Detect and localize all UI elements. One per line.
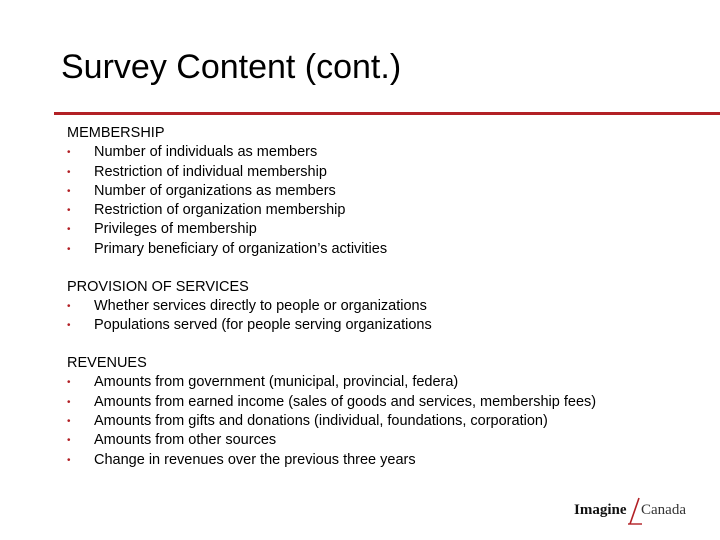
bullet-icon: • bbox=[67, 435, 71, 447]
imagine-canada-logo bbox=[573, 497, 693, 527]
list-item-text: Populations served (for people serving organizations bbox=[94, 317, 432, 334]
list-item-text: Primary beneficiary of organization’s activities bbox=[94, 240, 388, 257]
list-item-text: Privileges of membership bbox=[94, 221, 257, 238]
list-item bbox=[67, 220, 707, 239]
list-item-text: Amounts from government (municipal, provincial, federa) bbox=[94, 374, 459, 391]
list-item bbox=[67, 373, 707, 392]
section-membership bbox=[67, 124, 707, 259]
list-item bbox=[67, 297, 707, 316]
list-item-text: Restriction of individual membership bbox=[94, 163, 327, 180]
list-item-text: Amounts from other sources bbox=[94, 432, 277, 449]
list-item-text: Change in revenues over the previous three years bbox=[94, 451, 416, 468]
list-item bbox=[67, 316, 707, 335]
bullet-list bbox=[67, 373, 707, 469]
bullet-icon: • bbox=[67, 224, 71, 236]
list-item-text: Restriction of organization membership bbox=[94, 202, 346, 219]
slide-title: Survey Content (cont.) bbox=[61, 48, 402, 86]
bullet-icon: • bbox=[67, 454, 71, 466]
bullet-icon: • bbox=[67, 300, 71, 312]
list-item bbox=[67, 431, 707, 450]
list-item-text: Number of organizations as members bbox=[94, 182, 336, 199]
bullet-icon: • bbox=[67, 416, 71, 428]
title-divider bbox=[54, 112, 720, 115]
section-heading: PROVISION OF SERVICES bbox=[67, 278, 249, 295]
bullet-icon: • bbox=[67, 320, 71, 332]
bullet-icon: • bbox=[67, 205, 71, 217]
section-provision-of-services bbox=[67, 278, 707, 336]
bullet-icon: • bbox=[67, 377, 71, 389]
bullet-icon: • bbox=[67, 243, 71, 255]
list-item-text: Amounts from earned income (sales of goods and services, membership fees) bbox=[94, 393, 597, 410]
bullet-list bbox=[67, 297, 707, 336]
slide-content bbox=[67, 124, 707, 489]
list-item bbox=[67, 143, 707, 162]
bullet-icon: • bbox=[67, 166, 71, 178]
bullet-list bbox=[67, 143, 707, 259]
list-item bbox=[67, 451, 707, 470]
list-item bbox=[67, 163, 707, 182]
list-item-text: Amounts from gifts and donations (individual, foundations, corporation) bbox=[94, 413, 548, 430]
section-heading: MEMBERSHIP bbox=[67, 125, 165, 141]
list-item-text: Whether services directly to people or organizations bbox=[94, 297, 427, 314]
list-item bbox=[67, 182, 707, 201]
list-item bbox=[67, 201, 707, 220]
list-item bbox=[67, 240, 707, 259]
bullet-icon: • bbox=[67, 147, 71, 159]
section-heading: REVENUES bbox=[67, 355, 147, 372]
section-revenues bbox=[67, 354, 707, 470]
logo-text-canada: Canada bbox=[641, 502, 686, 518]
bullet-icon: • bbox=[67, 396, 71, 408]
list-item-text: Number of individuals as members bbox=[94, 144, 318, 161]
list-item bbox=[67, 412, 707, 431]
list-item bbox=[67, 393, 707, 412]
logo-text-imagine: Imagine bbox=[574, 502, 627, 518]
bullet-icon: • bbox=[67, 185, 71, 197]
